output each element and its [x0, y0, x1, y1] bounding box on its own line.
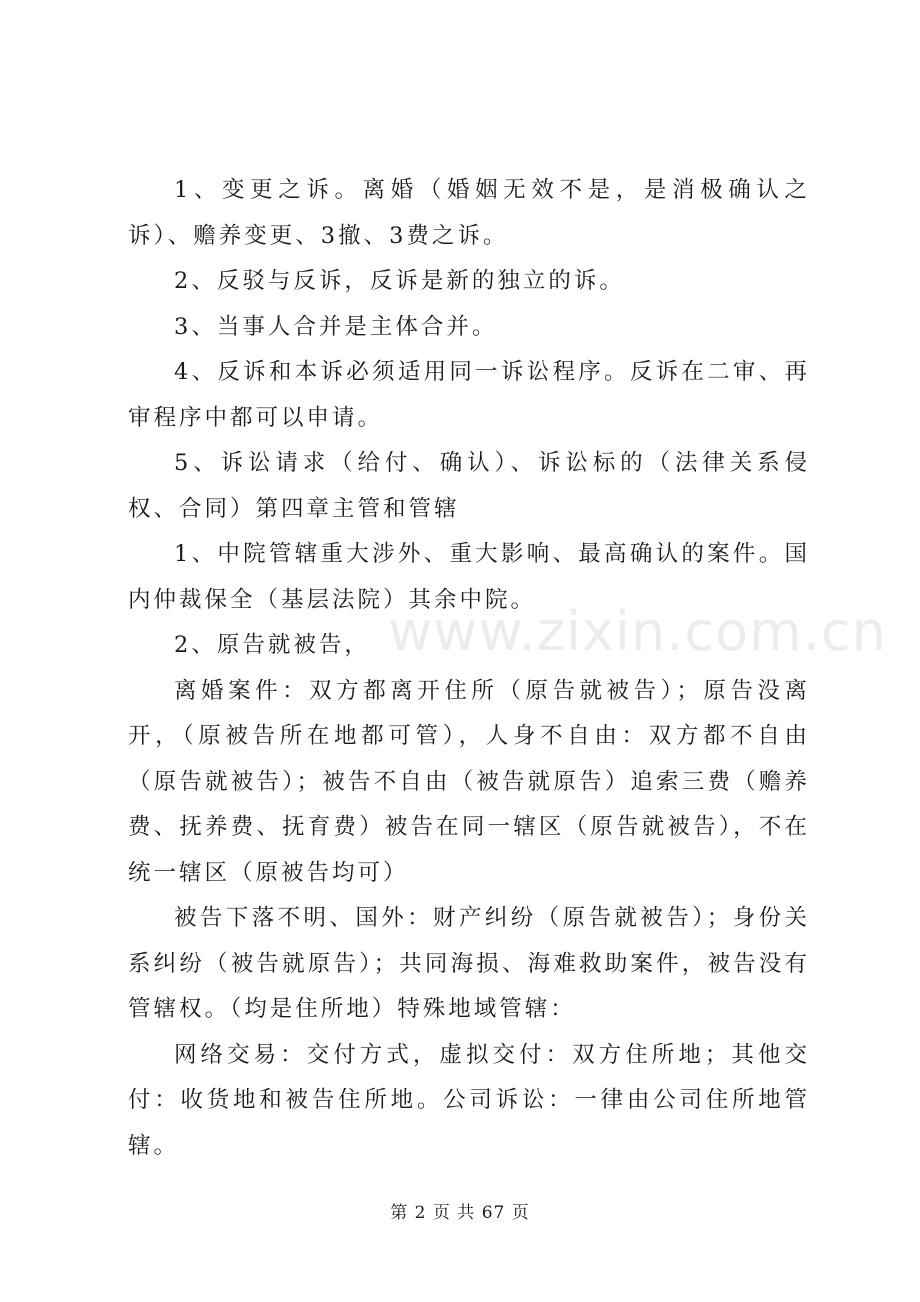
- watermark: www.zixin.com.cn: [388, 600, 887, 663]
- paragraph-5: 5、诉讼请求（给付、确认）、诉讼标的（法律关系侵权、合同）第四章主管和管辖: [128, 450, 810, 522]
- paragraph-9: 被告下落不明、国外：财产纠纷（原告就被告）；身份关系纠纷（被告就原告）；共同海损、海难救助案件，被告没有管辖权。（均是住所地）特殊地域管辖：: [128, 905, 810, 1022]
- paragraph-3: 3、当事人合并是主体合并。: [174, 313, 498, 340]
- paragraph-2: 2、反驳与反诉，反诉是新的独立的诉。: [174, 268, 625, 294]
- paragraph-6: 1、中院管辖重大涉外、重大影响、最高确认的案件。国内仲裁保全（基层法院）其余中院。: [128, 541, 810, 613]
- document-body: [128, 168, 810, 1169]
- paragraph-4: 4、反诉和本诉必须适用同一诉讼程序。反诉在二审、再审程序中都可以申请。: [128, 359, 810, 431]
- paragraph-1: 1、变更之诉。离婚（婚姻无效不是，是消极确认之诉）、赡养变更、3撤、3费之诉。: [128, 177, 810, 249]
- paragraph-7: 2、原告就被告，: [174, 632, 370, 658]
- page-number-footer: 第 2 页 共 67 页: [390, 1203, 530, 1223]
- paragraph-8: 离婚案件：双方都离开住所（原告就被告）；原告没离开，（原被告所在地都可管），人身不自由：双方都不自由（原告就被告）；被告不自由（被告就原告）追索三费（赡养费、抚养费、抚育费）被告在同一辖区（原告就被告），不在统一辖区（原被告均可）: [128, 677, 810, 886]
- paragraph-10: 网络交易：交付方式，虚拟交付：双方住所地；其他交付：收货地和被告住所地。公司诉讼：一律由公司住所地管辖。: [128, 1041, 810, 1159]
